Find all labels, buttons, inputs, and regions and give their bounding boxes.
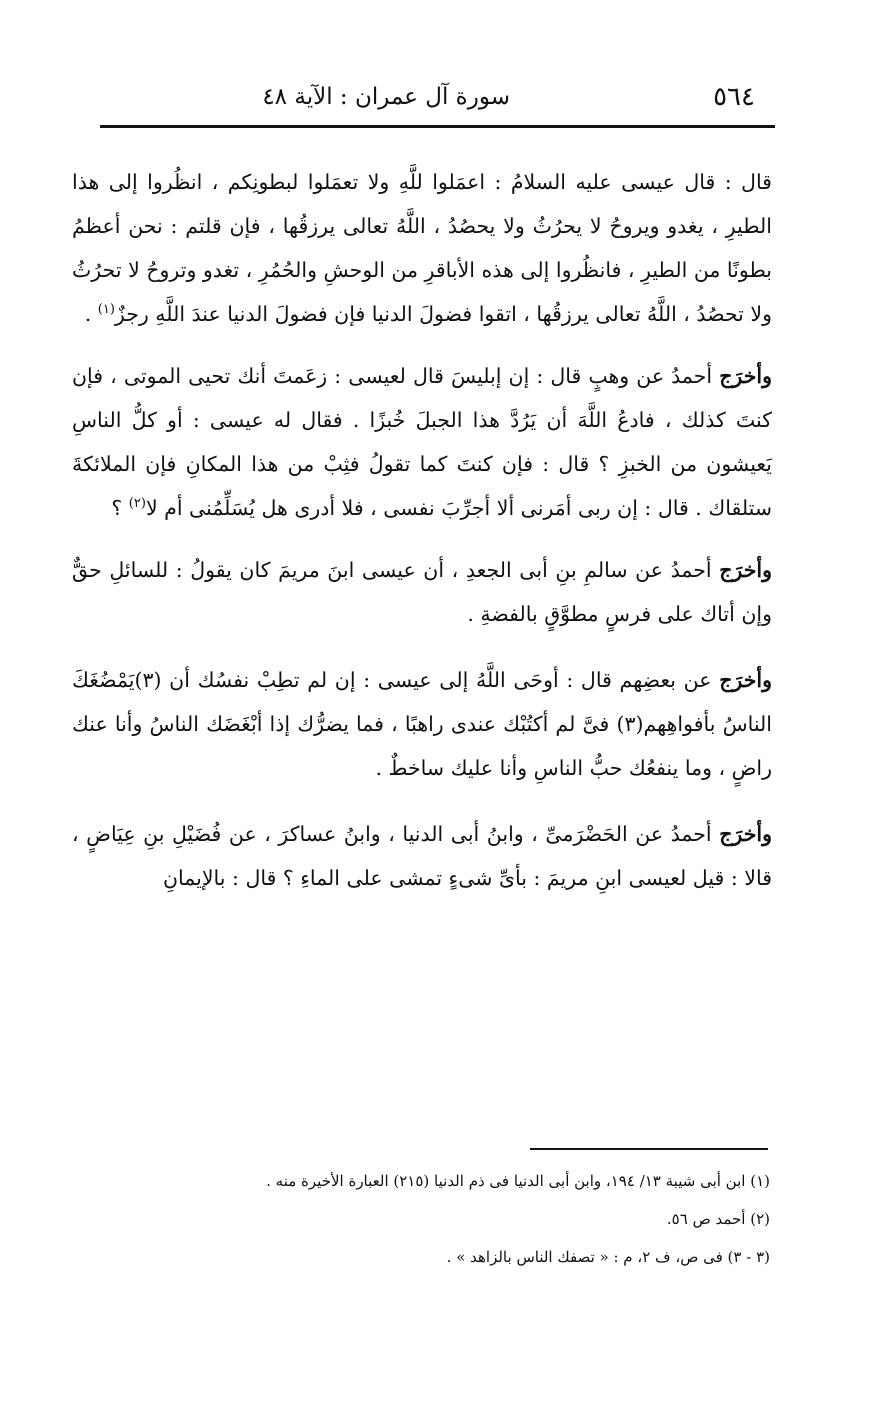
paragraph-text: أحمدُ عن الحَضْرَمىِّ ، وابنُ أبى الدنيا ، وابنُ عساكرَ ، عن فُضَيْلِ بنِ عِيَاضٍ ، قالا : قيل لعيسى ابنِ مريمَ : بأىِّ شىءٍ تمشى على الماءِ ؟ قال : بالإيمانِ [72, 822, 772, 890]
paragraph-tail: . [84, 302, 98, 326]
paragraph-lead: وأخرَج [719, 364, 772, 388]
footnote-rule [530, 1148, 768, 1150]
paragraph-tail: ؟ [111, 496, 129, 520]
paragraph-text: أحمدُ عن وهبٍ قال : إن إبليسَ قال لعيسى : زعَمتَ أنك تحيى الموتى ، فإن كنتَ كذلك ، فادعُ اللَّهَ أن يَرُدَّ هذا الجبلَ خُبزًا . فقال له عيسى : أو كلُّ الناسِ يَعيشون من الخبزِ ؟ قال : فإن كنتَ كما تقولُ فثِبْ من هذا المكانِ فإن الملائكةَ ستلقاك . قال : إن ربى أمَرنى ألا أجرِّبَ نفسى ، فلا أدرى هل يُسَلِّمُنى أم لا [72, 364, 772, 520]
paragraph [72, 160, 772, 336]
running-title: سورة آل عمران : الآية ٤٨ [262, 84, 510, 110]
paragraph-lead: وأخرَج [719, 822, 772, 846]
footnote: (٣ - ٣) فى ص، ف ٢، م : « تصفك الناس بالزاهد » . [446, 1248, 770, 1266]
paragraph-text: أحمدُ عن سالمِ بنِ أبى الجعدِ ، أن عيسى ابنَ مريمَ كان يقولُ : للسائلِ حقٌّ وإن أتاك على فرسٍ مطوَّقٍ بالفضةِ . [72, 558, 772, 626]
paragraph-lead: وأخرَج [719, 668, 772, 692]
paragraph-lead: وأخرَج [719, 558, 772, 582]
paragraph [72, 354, 772, 530]
footnote-ref: (١) [97, 302, 115, 318]
footnote: (١) ابن أبى شيبة ١٣/ ١٩٤، وابن أبى الدنيا فى ذم الدنيا (٢١٥) العبارة الأخيرة منه . [266, 1172, 770, 1190]
header-rule [100, 125, 775, 128]
paragraph [72, 548, 772, 636]
paragraph-text: قال : قال عيسى عليه السلامُ : اعمَلوا للَّهِ ولا تعمَلوا لبطونِكم ، انظُروا إلى هذا الطيرِ ، يغدو ويروحُ لا يحرُثُ ولا يحصُدُ ، اللَّهُ تعالى يرزقُها ، فإن قلتم : نحن أعظمُ بطونًا من الطيرِ ، فانظُروا إلى هذه الأباقرِ من الوحشِ والحُمُرِ ، تغدو وتروحُ لا تحرُثُ ولا تحصُدُ ، اللَّهُ تعالى يرزقُها ، اتقوا فضولَ الدنيا فإن فضولَ الدنيا عندَ اللَّهِ رجزٌ [72, 170, 772, 326]
paragraph [72, 812, 772, 900]
footnote: (٢) أحمد ص ٥٦. [666, 1210, 770, 1228]
footnote-ref: (٢) [128, 496, 146, 512]
page-number: ٥٦٤ [713, 82, 755, 112]
paragraph-text: عن بعضِهم قال : أوحَى اللَّهُ إلى عيسى : إن لم تطِبْ نفسُك أن (٣)يَمْضُغَكَ الناسُ بأفواهِهم(٣) فىَّ لم أكتُبْك عندى راهبًا ، فما يضرُّك إذا أبْغَضَك الناسُ وأنا عنك راضٍ ، وما ينفعُك حبُّ الناسِ وأنا عليك ساخطٌ . [72, 668, 772, 780]
paragraph [72, 658, 772, 790]
page-header [100, 72, 770, 122]
footnotes [150, 1162, 770, 1276]
body-text [72, 160, 772, 922]
